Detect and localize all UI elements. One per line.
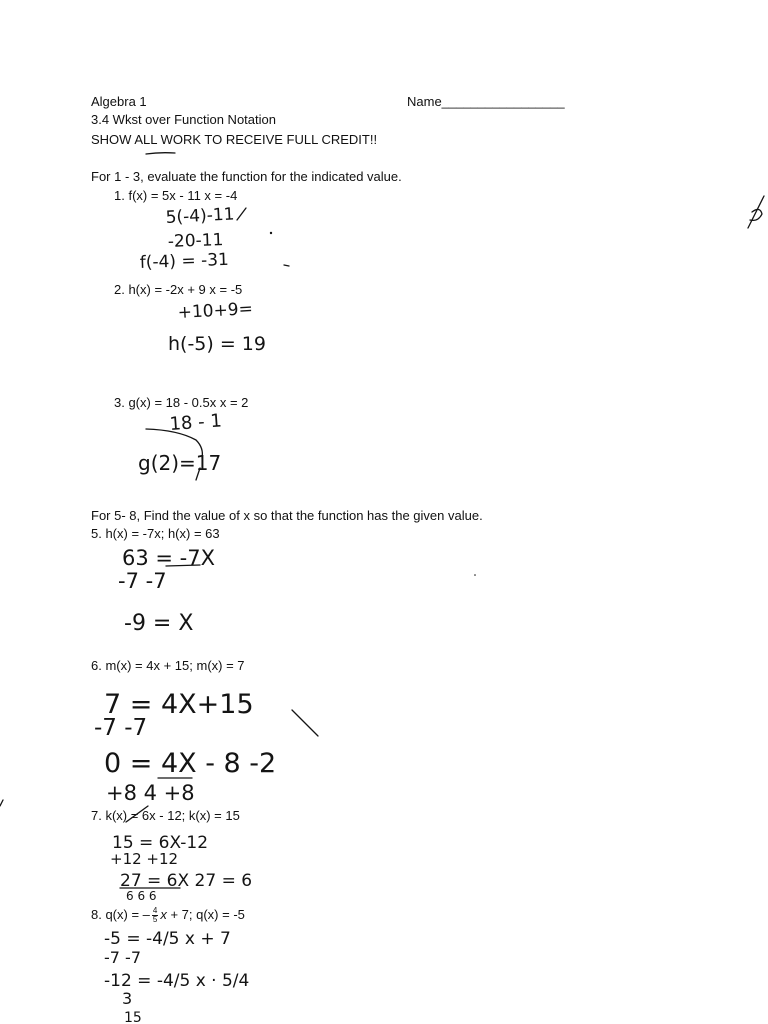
work-2-line-2: h(-5) = 19 bbox=[168, 333, 266, 355]
work-3-line-1: 18 - 1 bbox=[168, 410, 223, 435]
problem-5: 5. h(x) = -7x; h(x) = 63 bbox=[91, 526, 220, 541]
section1-heading: For 1 - 3, evaluate the function for the indicated value. bbox=[91, 169, 402, 184]
problem-2: 2. h(x) = -2x + 9 x = -5 bbox=[114, 282, 243, 297]
work-5-line-1: 63 = -7X bbox=[122, 546, 215, 570]
fraction-numerator: 4 bbox=[152, 906, 158, 916]
work-1-line-3: f(-4) = -31 bbox=[139, 249, 230, 273]
work-8-line-4: 3 bbox=[122, 989, 133, 1008]
work-1-line-1: 5(-4)-11 bbox=[165, 204, 235, 228]
work-8-line-1: -5 = -4/5 x + 7 bbox=[104, 929, 231, 949]
stray-dash-mark bbox=[284, 265, 289, 266]
work-3-answer-mark bbox=[196, 468, 200, 480]
work-7-line-4: 6 6 6 bbox=[126, 889, 157, 903]
problem-8-variable: x bbox=[160, 907, 167, 922]
work-6-line-3: 0 = 4X - 8 -2 bbox=[104, 748, 277, 779]
problem-8-suffix: + 7; q(x) = -5 bbox=[166, 907, 245, 922]
slash-mark bbox=[292, 710, 318, 736]
fraction-four-fifths bbox=[152, 907, 158, 924]
check-slash-mark bbox=[237, 208, 246, 220]
course-title: Algebra 1 bbox=[91, 94, 147, 109]
name-field-label: Name_________________ bbox=[407, 94, 565, 109]
problem-1: 1. f(x) = 5x - 11 x = -4 bbox=[114, 188, 238, 203]
worksheet-title: 3.4 Wkst over Function Notation bbox=[91, 112, 276, 127]
problem-7: 7. k(x) = 6x - 12; k(x) = 15 bbox=[91, 808, 240, 823]
margin-tick-mark bbox=[0, 800, 3, 806]
work-6-line-4: +8 4 +8 bbox=[106, 781, 195, 805]
work-8-line-5: 15 bbox=[124, 1010, 142, 1024]
stray-dot-mark bbox=[474, 574, 476, 576]
problem-6: 6. m(x) = 4x + 15; m(x) = 7 bbox=[91, 658, 245, 673]
margin-scribble-mark bbox=[748, 196, 764, 228]
fraction-denominator: 5 bbox=[152, 915, 158, 925]
problem-8 bbox=[91, 906, 245, 924]
work-8-line-2: -7 -7 bbox=[104, 948, 141, 967]
work-6-line-2: -7 -7 bbox=[94, 715, 148, 741]
underline-mark bbox=[146, 153, 175, 154]
section2-heading: For 5- 8, Find the value of x so that the function has the given value. bbox=[91, 508, 483, 523]
work-instruction: SHOW ALL WORK TO RECEIVE FULL CREDIT!! bbox=[91, 132, 378, 147]
work-5-fraction-bar bbox=[166, 565, 200, 566]
problem-8-prefix: 8. q(x) = – bbox=[91, 907, 150, 922]
work-6-line-1: 7 = 4X+15 bbox=[104, 689, 254, 720]
work-8-line-3: -12 = -4/5 x · 5/4 bbox=[104, 971, 250, 991]
work-7-line-1: 15 = 6X-12 bbox=[112, 833, 209, 853]
stray-dot-mark bbox=[270, 232, 272, 234]
problem-3: 3. g(x) = 18 - 0.5x x = 2 bbox=[114, 395, 249, 410]
work-1-line-2: -20-11 bbox=[167, 230, 224, 252]
work-2-line-1: +10+9= bbox=[177, 299, 254, 323]
work-3-arrow-stroke bbox=[146, 429, 202, 458]
work-7-line-3: 27 = 6X 27 = 6 bbox=[120, 871, 253, 891]
work-5-line-2: -7 -7 bbox=[118, 569, 167, 593]
work-3-line-2: g(2)=17 bbox=[138, 451, 222, 475]
work-5-line-3: -9 = X bbox=[124, 611, 194, 636]
work-7-line-2: +12 +12 bbox=[110, 850, 179, 868]
